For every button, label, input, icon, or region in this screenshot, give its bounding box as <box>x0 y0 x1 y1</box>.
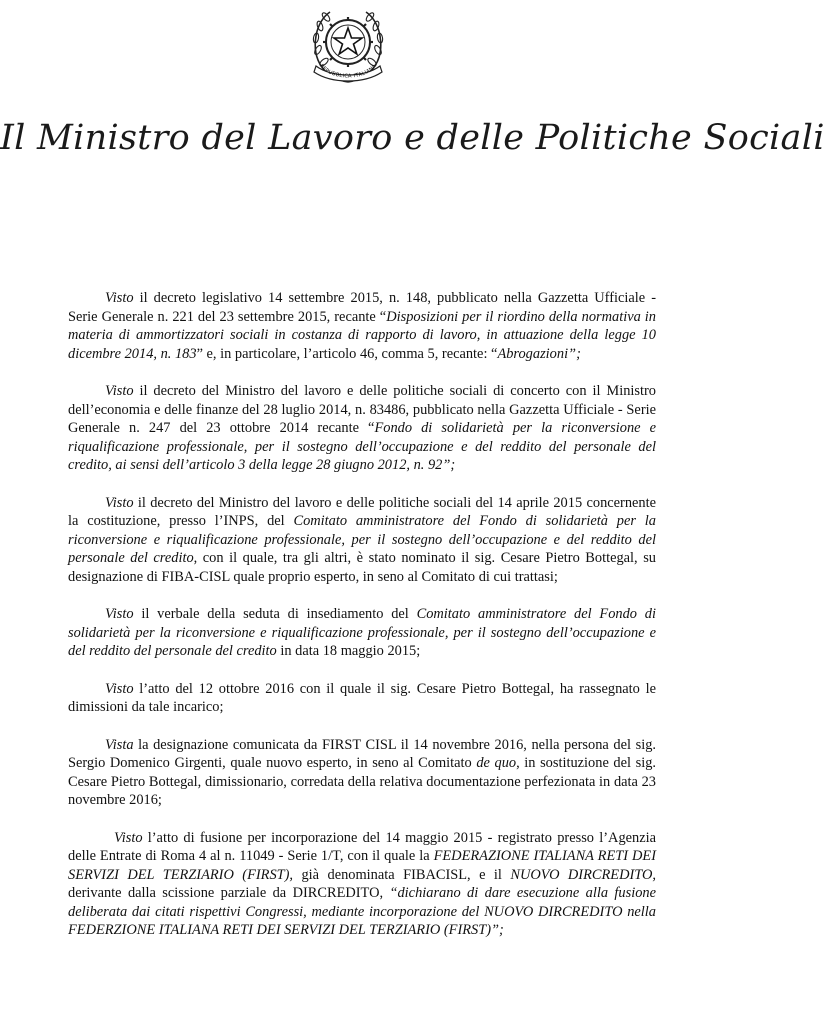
italic-text: FEDERAZIONE ITALIANA RETI DEI SERVIZI DEL TERZIARIO (FIRST), <box>68 848 656 883</box>
body-text: il decreto del Ministro del lavoro e delle politiche sociali del 14 aprile 2015 concernente la costituzione, presso l’INPS, del <box>68 494 656 529</box>
italic-text: Visto <box>105 680 134 697</box>
document-paragraph <box>68 680 656 717</box>
italic-text: Visto <box>114 829 143 846</box>
italic-text: Comitato amministratore del Fondo di solidarietà per la riconversione e riqualificazione professionale, per il sostegno dell’occupazione e del reddito del personale del credito <box>68 513 656 566</box>
italic-text: NUOVO DIRCREDITO, <box>510 866 656 883</box>
body-text: l’atto di fusione per incorporazione del 14 maggio 2015 - registrato presso l’Agenzia delle Entrate di Roma 4 al n. 11049 - Serie 1/T, con il quale la <box>68 829 656 864</box>
body-text: già denominata FIBACISL, e il <box>293 866 511 883</box>
italic-text: Vista <box>105 736 134 753</box>
italic-text: de quo <box>476 755 517 771</box>
italic-text: Abrogazioni”; <box>497 345 581 362</box>
document-paragraph <box>68 289 656 363</box>
body-text: , con il quale, tra gli altri, è stato nominato il sig. Cesare Pietro Bottegal, su designazione di FIBA-CISL quale proprio esperto, in seno al Comitato di cui trattasi; <box>68 550 656 585</box>
italic-text: Visto <box>105 494 134 511</box>
body-text: in data 18 maggio 2015; <box>276 643 421 659</box>
ministry-title: Il Ministro del Lavoro e delle Politiche Sociali <box>0 118 825 158</box>
document-paragraph <box>68 605 656 661</box>
republic-emblem-icon <box>302 4 394 88</box>
italic-text: Visto <box>105 606 134 622</box>
italic-text: Fondo di solidarietà per la riconversione e riqualificazione professionale, per il sostegno dell’occupazione e del reddito del personale del credito, ai sensi dell’articolo 3 della legge 28 giugno 2012, n. 92”; <box>68 420 656 473</box>
body-text: il decreto del Ministro del lavoro e delle politiche sociali di concerto con il Ministro dell’economia e delle finanze del 28 luglio 2014, n. 83486, pubblicato nella Gazzetta Ufficiale - Serie Generale n. 247 del 23 ottobre 2014 recante “ <box>68 383 656 436</box>
body-text: l’atto del 12 ottobre 2016 con il quale il sig. Cesare Pietro Bottegal, ha rassegnato le dimissioni da tale incarico; <box>68 680 656 715</box>
document-paragraph <box>68 494 656 587</box>
italic-text: Visto <box>105 290 134 306</box>
document-paragraph <box>68 829 656 940</box>
document-paragraph <box>68 736 656 810</box>
document-paragraph <box>68 382 656 475</box>
body-text: derivante dalla scissione parziale da DIRCREDITO, <box>68 885 390 901</box>
body-text: , in sostituzione del sig. Cesare Pietro Bottegal, dimissionario, corredata della relativa documentazione perfezionata in data 23 novembre 2016; <box>68 755 656 808</box>
emblem-ribbon-text: REPUBBLICA ITALIANA <box>318 63 378 80</box>
italic-text: “dichiarano di dare esecuzione alla fusione deliberata dai citati rispettivi Congressi, mediante incorporazione del NUOVO DIRCREDITO nella FEDERZIONE ITALIANA RETI DEI SERVIZI DEL TERZIARIO (FIRST)”; <box>68 885 656 938</box>
italic-text: Comitato amministratore del Fondo di solidarietà per la riconversione e riqualificazione professionale, per il sostegno dell’occupazione e del reddito del personale del credito <box>68 606 656 659</box>
body-text: il verbale della seduta di insediamento del <box>133 606 417 622</box>
body-text: ” e, in particolare, l’articolo 46, comma 5, recante: “ <box>196 345 498 362</box>
italic-text: Disposizioni per il riordino della normativa in materia di ammortizzatori sociali in costanza di rapporto di lavoro, in attuazione della legge 10 dicembre 2014, n. 183 <box>68 308 656 362</box>
document-body <box>68 289 656 959</box>
body-text: il decreto legislativo 14 settembre 2015, n. 148, pubblicato nella Gazzetta Ufficiale - Serie Generale n. 221 del 23 settembre 2015, recante “ <box>68 290 656 325</box>
italic-text: Visto <box>105 383 134 399</box>
body-text: la designazione comunicata da FIRST CISL il 14 novembre 2016, nella persona del sig. Sergio Domenico Girgenti, quale nuovo esperto, in seno al Comitato <box>68 736 656 771</box>
